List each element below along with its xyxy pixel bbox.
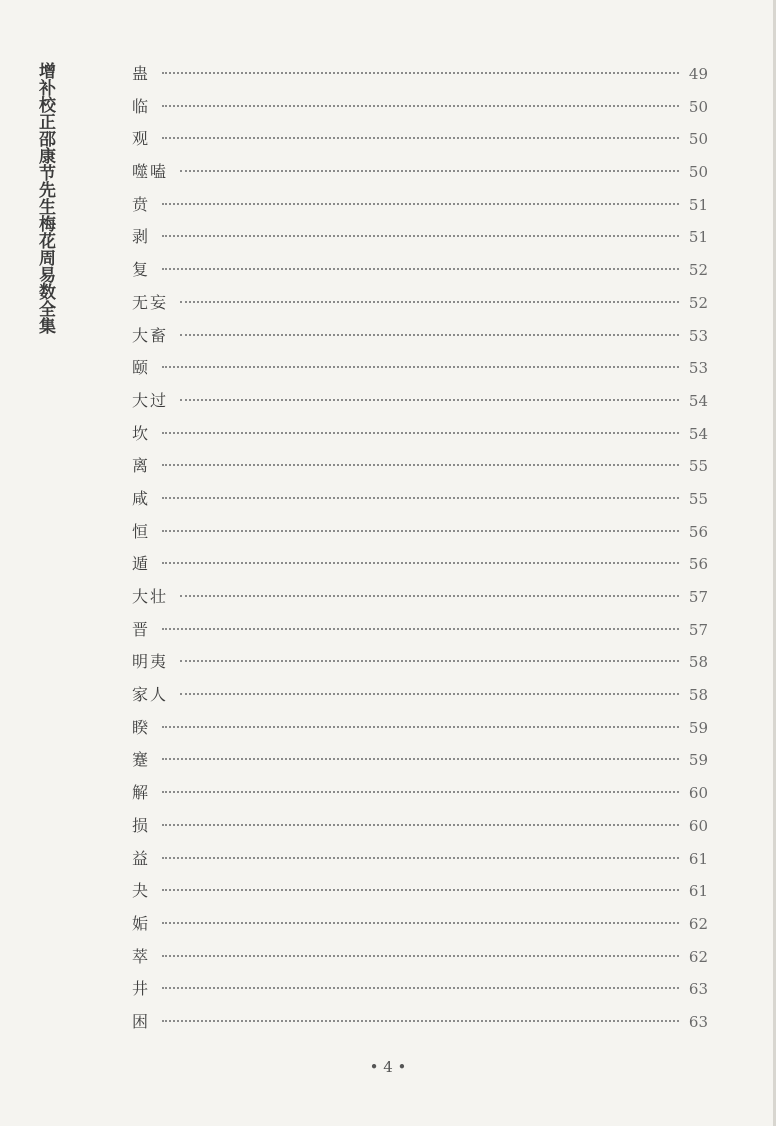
toc-entry-page: 50 (688, 97, 708, 116)
toc-entry-page: 51 (688, 195, 708, 214)
toc-entry[interactable] (132, 254, 708, 287)
dot-leader (162, 105, 679, 107)
toc-entry[interactable] (132, 418, 708, 451)
toc-entry[interactable] (132, 156, 708, 189)
toc-entry[interactable] (132, 712, 708, 745)
toc-entry-page: 60 (688, 784, 708, 803)
toc-entry-title: 剥 (132, 227, 151, 247)
toc-entry-page: 62 (688, 914, 708, 933)
toc-entry-title: 家人 (132, 685, 169, 705)
dot-leader (162, 497, 679, 499)
dot-leader (162, 824, 679, 826)
toc-entry[interactable] (132, 91, 708, 124)
toc-entry-page: 54 (688, 391, 708, 410)
table-of-contents (132, 58, 708, 1039)
toc-entry-title: 颐 (132, 358, 151, 378)
toc-entry[interactable] (132, 941, 708, 974)
toc-entry-page: 57 (688, 620, 708, 639)
dot-leader (162, 137, 679, 139)
dot-leader (180, 399, 679, 401)
toc-entry-page: 63 (688, 980, 708, 999)
toc-entry-page: 57 (688, 588, 708, 606)
dot-leader (162, 1020, 679, 1022)
dot-leader (162, 530, 679, 532)
dot-leader (180, 170, 679, 172)
toc-entry-page: 51 (688, 228, 708, 247)
dot-leader (180, 693, 679, 695)
toc-entry-title: 姤 (132, 913, 151, 933)
toc-entry-page: 62 (688, 947, 708, 966)
toc-entry-title: 恒 (132, 521, 151, 541)
toc-entry-page: 61 (688, 849, 708, 868)
toc-entry[interactable] (132, 810, 708, 843)
toc-entry[interactable] (132, 875, 708, 908)
page-number: • 4 • (369, 1058, 407, 1076)
toc-entry[interactable] (132, 320, 708, 353)
dot-leader (162, 889, 679, 891)
toc-entry[interactable] (132, 450, 708, 483)
toc-entry-page: 53 (688, 326, 708, 345)
toc-entry[interactable] (132, 352, 708, 385)
toc-entry-title: 益 (132, 848, 151, 868)
toc-entry-title: 大过 (132, 390, 169, 410)
toc-entry-page: 59 (688, 751, 708, 770)
toc-entry[interactable] (132, 287, 708, 320)
toc-entry[interactable] (132, 189, 708, 222)
toc-entry-title: 夬 (132, 881, 151, 901)
dot-leader (180, 660, 679, 662)
dot-leader (162, 235, 679, 237)
toc-entry-title: 解 (132, 783, 151, 803)
toc-entry-page: 52 (688, 293, 708, 312)
toc-entry-page: 54 (688, 424, 708, 443)
toc-entry-page: 60 (688, 816, 708, 835)
dot-leader (162, 955, 679, 957)
toc-entry-title: 坎 (132, 423, 151, 443)
toc-entry-title: 观 (132, 129, 151, 149)
toc-entry[interactable] (132, 614, 708, 647)
dot-leader (162, 268, 679, 270)
toc-entry-page: 49 (688, 65, 708, 83)
toc-entry-page: 61 (688, 882, 708, 901)
dot-leader (162, 366, 679, 368)
toc-entry-title: 井 (132, 979, 151, 999)
toc-entry[interactable] (132, 679, 708, 712)
toc-entry-page: 53 (688, 359, 708, 378)
dot-leader (162, 432, 679, 434)
dot-leader (180, 334, 679, 336)
toc-entry-title: 贲 (132, 194, 151, 214)
dot-leader (162, 562, 679, 564)
toc-entry-page: 59 (688, 718, 708, 737)
toc-entry[interactable] (132, 1006, 708, 1039)
dot-leader (162, 72, 679, 74)
toc-entry-page: 56 (688, 555, 708, 574)
dot-leader (162, 987, 679, 989)
dot-leader (162, 758, 679, 760)
dot-leader (162, 726, 679, 728)
toc-entry[interactable] (132, 221, 708, 254)
toc-entry-title: 大畜 (132, 325, 169, 345)
toc-entry-title: 萃 (132, 946, 151, 966)
toc-entry-title: 损 (132, 815, 151, 835)
dot-leader (162, 791, 679, 793)
toc-entry[interactable] (132, 646, 708, 679)
toc-entry-title: 大壮 (132, 587, 169, 606)
toc-entry[interactable] (132, 58, 708, 91)
toc-entry[interactable] (132, 843, 708, 876)
toc-entry-title: 无妄 (132, 292, 169, 312)
toc-entry[interactable] (132, 483, 708, 516)
toc-entry-page: 50 (688, 163, 708, 182)
toc-entry[interactable] (132, 973, 708, 1006)
toc-entry-page: 52 (688, 261, 708, 280)
toc-entry[interactable] (132, 908, 708, 941)
toc-entry[interactable] (132, 777, 708, 810)
toc-entry-page: 55 (688, 457, 708, 476)
toc-entry-page: 55 (688, 489, 708, 508)
toc-entry[interactable] (132, 516, 708, 549)
toc-entry[interactable] (132, 548, 708, 581)
toc-entry-page: 50 (688, 130, 708, 149)
dot-leader (162, 628, 679, 630)
toc-entry-title: 蹇 (132, 750, 151, 770)
toc-entry-page: 63 (688, 1012, 708, 1031)
toc-entry-page: 58 (688, 686, 708, 705)
dot-leader (180, 595, 679, 597)
toc-entry-title: 离 (132, 456, 151, 476)
toc-entry-title: 睽 (132, 717, 151, 737)
toc-entry-title: 噬嗑 (132, 162, 169, 182)
toc-entry-title: 明夷 (132, 652, 169, 672)
toc-entry-title: 晋 (132, 619, 151, 639)
toc-entry-page: 58 (688, 653, 708, 672)
toc-entry-title: 蛊 (132, 64, 151, 83)
toc-entry[interactable] (132, 581, 708, 614)
dot-leader (162, 922, 679, 924)
toc-entry-title: 困 (132, 1011, 151, 1031)
toc-entry[interactable] (132, 385, 708, 418)
toc-entry-title: 临 (132, 96, 151, 116)
toc-entry-title: 咸 (132, 488, 151, 508)
toc-entry-title: 遁 (132, 554, 151, 574)
toc-entry-page: 56 (688, 522, 708, 541)
dot-leader (180, 301, 679, 303)
dot-leader (162, 857, 679, 859)
dot-leader (162, 203, 679, 205)
dot-leader (162, 464, 679, 466)
toc-entry[interactable] (132, 123, 708, 156)
toc-entry-title: 复 (132, 260, 151, 280)
book-title: 增补校正邵康节先生梅花周易数全集 (35, 62, 55, 334)
toc-entry[interactable] (132, 744, 708, 777)
